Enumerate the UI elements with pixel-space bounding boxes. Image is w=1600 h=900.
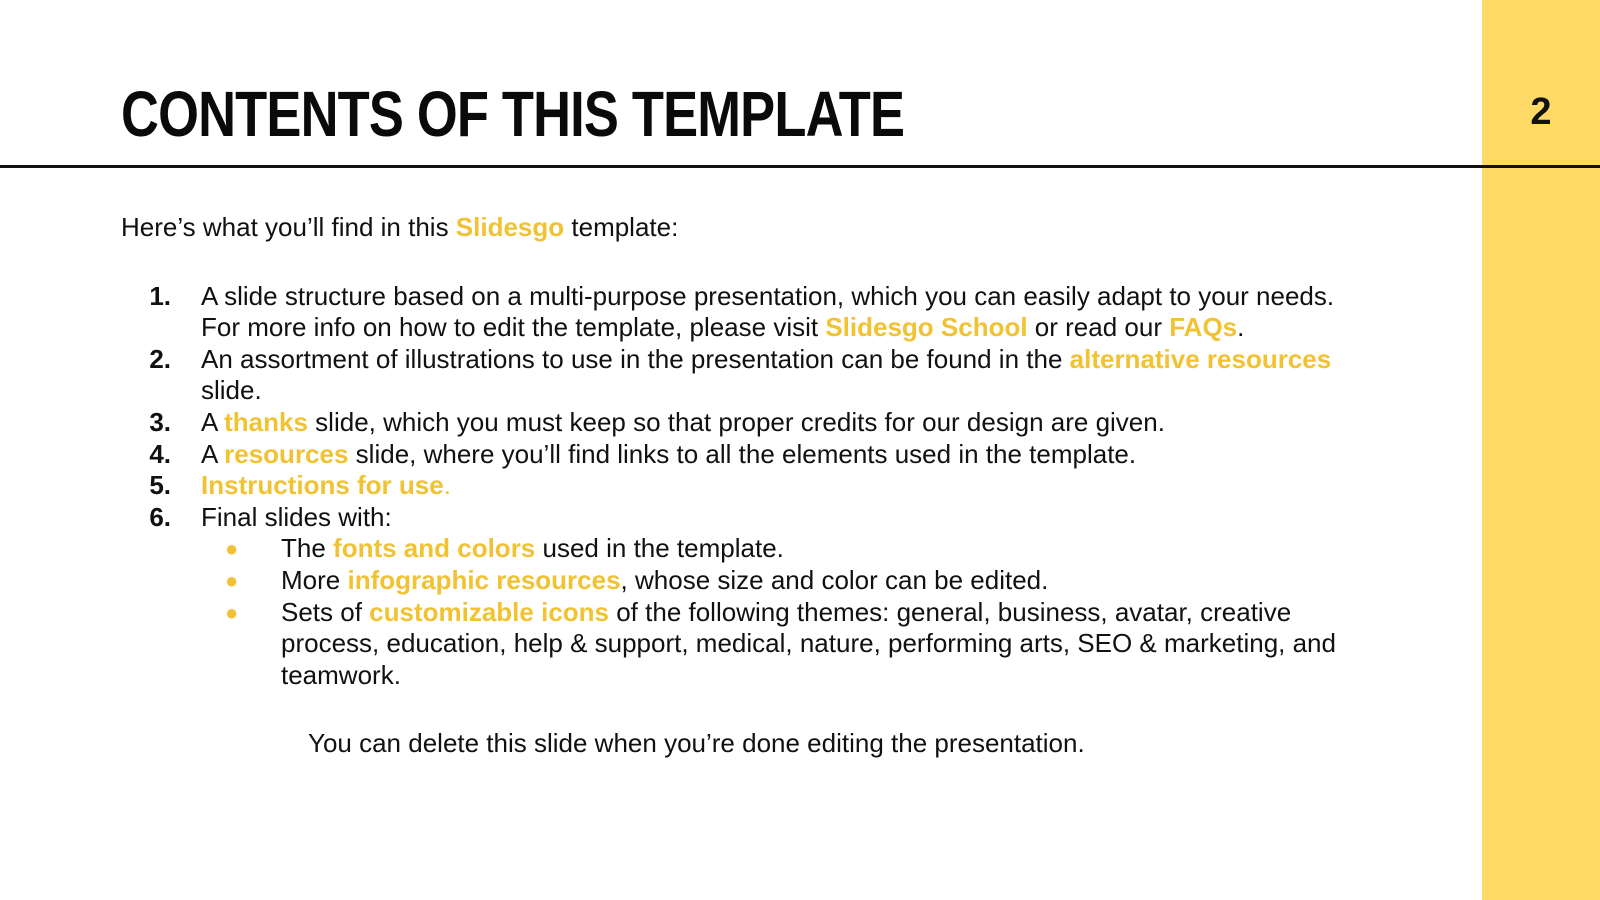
item-text: or read our [1027,312,1170,343]
closing-note: You can delete this slide when you’re done editing the presentation. [308,728,1085,759]
item-text: A [201,406,225,437]
faqs-link[interactable]: FAQs [1169,312,1238,343]
item-text: , whose size and color can be edited. [620,564,1049,595]
page-number: 2 [1530,91,1552,133]
alternative-resources-link[interactable]: alternative resources [1069,343,1332,374]
sub-item-infographics [201,565,1361,597]
resources-link[interactable]: resources [224,438,349,469]
item-text: The [281,533,334,564]
item-text: A slide structure based on a multi-purpose presentation, which you can easily adapt to your needs. For more info on how to edit the template, please visit [201,280,1335,343]
customizable-icons-link[interactable]: customizable icons [369,596,609,627]
slidesgo-link[interactable]: Slidesgo [455,212,565,242]
item-text: slide, which you must keep so that proper credits for our design are given. [307,406,1165,437]
title-divider [0,165,1600,168]
list-number: 4. [149,438,171,469]
item-text: Final slides with: [201,501,392,532]
list-item-5 [121,470,1361,502]
content-body [121,212,1361,760]
list-number: 3. [149,406,171,437]
list-item-3 [121,407,1361,439]
list-item-4 [121,439,1361,471]
slide-title: CONTENTS OF THIS TEMPLATE [121,78,905,150]
thanks-link[interactable]: thanks [224,406,308,437]
slidesgo-school-link[interactable]: Slidesgo School [825,312,1028,343]
sub-item-fonts [201,533,1361,565]
list-number: 1. [149,280,171,311]
list-number: 6. [149,501,171,532]
item-text: Sets of [281,596,370,627]
list-number: 5. [149,470,171,501]
bullet-icon: ● [225,536,239,562]
contents-list [121,281,1361,692]
list-item-2 [121,344,1361,407]
list-number: 2. [149,343,171,374]
item-text: of the following themes: general, business, avatar, creative process, education, help & support, medical, nature, performing arts, SEO & marketing, and teamwork. [281,596,1336,690]
sub-item-icons [201,597,1361,692]
item-text: slide. [201,375,262,406]
fonts-colors-link[interactable]: fonts and colors [333,533,536,564]
bullet-icon: ● [225,567,239,593]
intro-text-end: template: [564,212,679,242]
intro-text: Here’s what you’ll find in this [121,212,456,242]
item-text: An assortment of illustrations to use in the presentation can be found in the [201,343,1070,374]
final-slides-sublist [201,533,1361,691]
item-text: More [281,564,348,595]
item-text: used in the template. [535,533,784,564]
bullet-icon: ● [225,599,239,625]
infographic-resources-link[interactable]: infographic resources [347,564,621,595]
item-text: . [1237,312,1245,343]
instructions-link[interactable]: Instructions for use [201,470,444,501]
list-item-6 [121,502,1361,692]
intro-line [121,212,1361,244]
list-item-1 [121,281,1361,344]
item-text: slide, where you’ll find links to all the elements used in the template. [348,438,1137,469]
item-text: A [201,438,225,469]
item-text: . [443,470,451,501]
